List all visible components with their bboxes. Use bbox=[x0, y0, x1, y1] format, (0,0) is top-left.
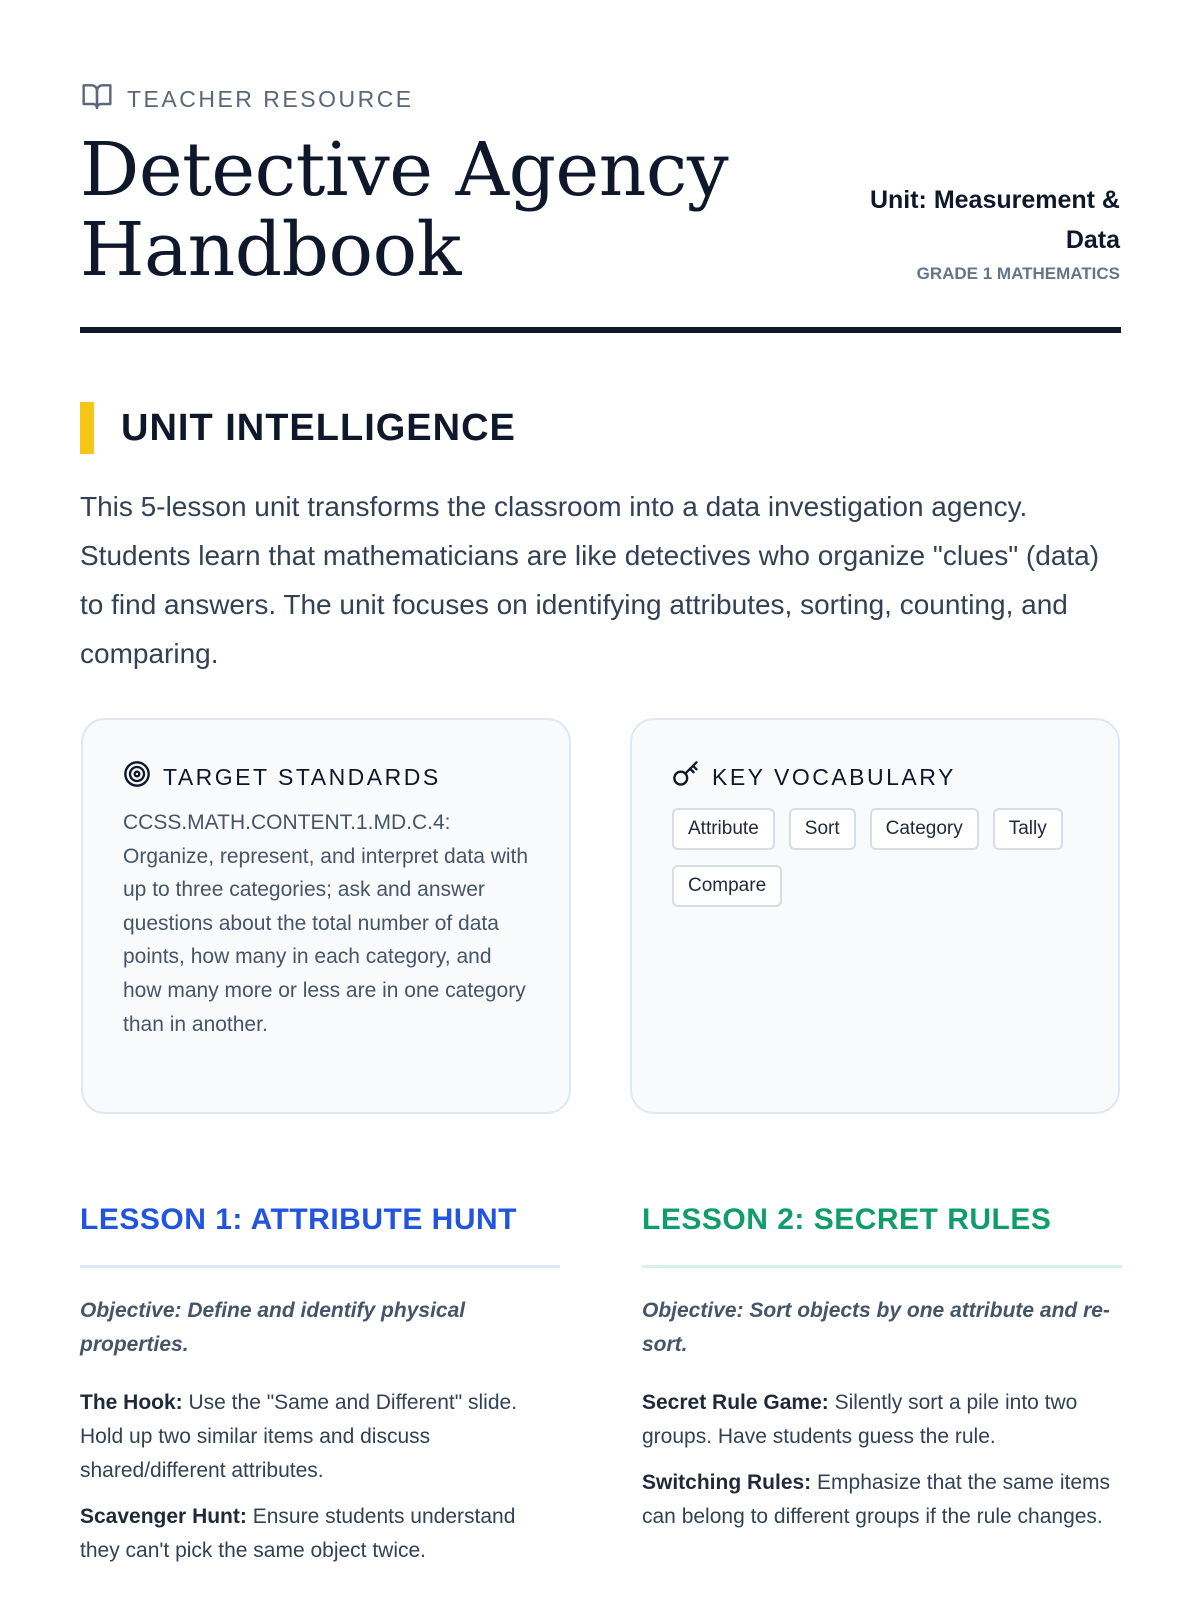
lesson-1-scavenger-label: Scavenger Hunt: bbox=[80, 1505, 247, 1528]
lesson-2-switching-text: Emphasize that the same items can belong to different groups if the rule changes. bbox=[642, 1471, 1110, 1528]
lesson-1 bbox=[80, 1196, 560, 1568]
lesson-1-hook-text: Use the "Same and Different" slide. Hold up two similar items and discuss shared/different attributes. bbox=[80, 1391, 518, 1482]
eyebrow-label: TEACHER RESOURCE bbox=[127, 85, 414, 112]
vocabulary-list bbox=[672, 808, 1092, 907]
unit-info bbox=[860, 180, 1120, 284]
vocab-chip-sort: Sort bbox=[789, 808, 856, 850]
lesson-1-scavenger-text: Ensure students understand they can't pick the same object twice. bbox=[80, 1505, 516, 1562]
page-title: Detective Agency Handbook bbox=[80, 127, 729, 293]
lesson-2-divider bbox=[642, 1265, 1122, 1268]
vocab-chip-attribute: Attribute bbox=[672, 808, 775, 850]
lesson-2 bbox=[642, 1196, 1122, 1534]
unit-name: Unit: Measurement & Data bbox=[869, 186, 1120, 254]
target-icon bbox=[123, 760, 151, 794]
standards-text: CCSS.MATH.CONTENT.1.MD.C.4: Organize, represent, and interpret data with up to three categories; ask and answer questions about the total number of data points, how many in each category, and how many more or less are in one category than in another. bbox=[123, 811, 529, 1036]
lesson-1-scavenger-hunt bbox=[80, 1500, 560, 1568]
standards-card-header bbox=[123, 760, 441, 794]
key-icon bbox=[672, 760, 700, 794]
lesson-2-switching-label: Switching Rules: bbox=[642, 1471, 812, 1494]
lesson-1-hook bbox=[80, 1386, 560, 1488]
lesson-1-objective: Objective: Define and identify physical properties. bbox=[80, 1299, 466, 1356]
vocabulary-card-header bbox=[672, 760, 956, 794]
lesson-2-game-text: Silently sort a pile into two groups. Have students guess the rule. bbox=[642, 1391, 1078, 1448]
section-accent-bar bbox=[80, 402, 94, 454]
grade-label: GRADE 1 MATHEMATICS bbox=[916, 264, 1120, 283]
lesson-1-title: LESSON 1: ATTRIBUTE HUNT bbox=[80, 1203, 517, 1236]
unit-intro: This 5-lesson unit transforms the classroom into a data investigation agency. Students learn that mathematicians are like detectives who organize "clues" (data) to find answers. The unit focuses on identifying attributes, sorting, counting, and comparing. bbox=[80, 491, 1100, 669]
eyebrow bbox=[81, 80, 414, 118]
lesson-1-divider bbox=[80, 1265, 560, 1268]
vocabulary-card bbox=[630, 718, 1120, 1114]
standards-card bbox=[81, 718, 571, 1114]
open-book-icon bbox=[81, 80, 113, 118]
lesson-1-hook-label: The Hook: bbox=[80, 1391, 183, 1414]
vocab-chip-compare: Compare bbox=[672, 865, 782, 907]
header-divider bbox=[80, 327, 1121, 333]
vocab-chip-category: Category bbox=[870, 808, 979, 850]
section-title: UNIT INTELLIGENCE bbox=[121, 407, 516, 449]
standards-card-title: TARGET STANDARDS bbox=[163, 763, 441, 790]
vocabulary-card-title: KEY VOCABULARY bbox=[712, 763, 956, 790]
lesson-2-game-label: Secret Rule Game: bbox=[642, 1391, 829, 1414]
lesson-2-objective: Objective: Sort objects by one attribute and re-sort. bbox=[642, 1299, 1110, 1356]
lesson-2-secret-rule-game bbox=[642, 1386, 1122, 1454]
lesson-2-switching-rules bbox=[642, 1466, 1122, 1534]
vocab-chip-tally: Tally bbox=[993, 808, 1063, 850]
lesson-2-title: LESSON 2: SECRET RULES bbox=[642, 1203, 1052, 1236]
